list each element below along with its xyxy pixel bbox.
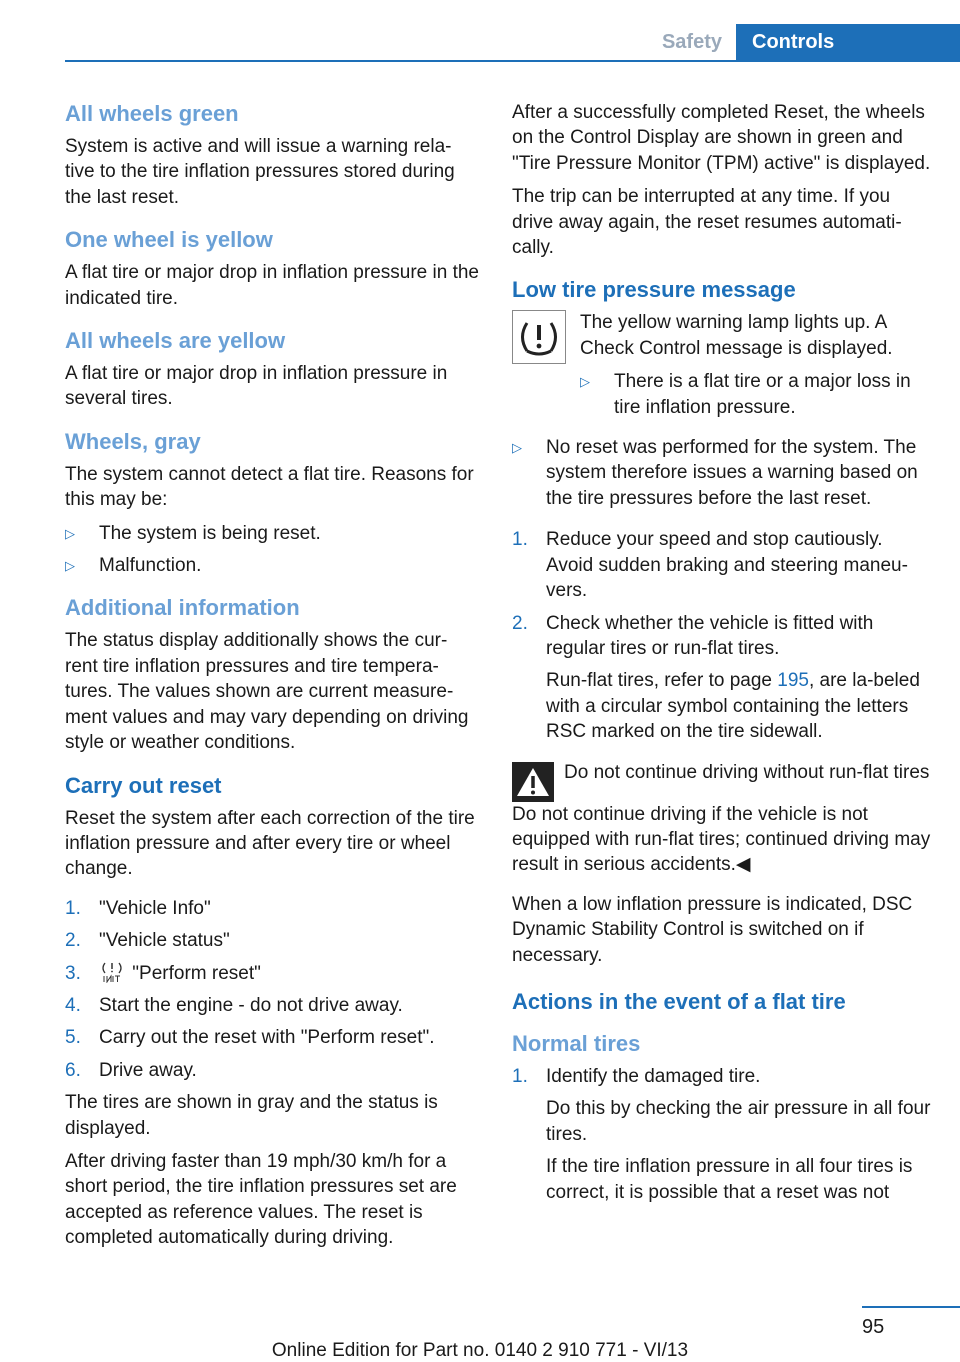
paragraph-reset: Reset the system after each correction of the tire inflation pressure and after every tire or wheel change. [65, 807, 475, 880]
heading-carry-out-reset: Carry out reset [65, 772, 222, 798]
list-item: 5. Carry out the reset with "Perform reset". [65, 1027, 435, 1049]
tab-controls[interactable]: Controls [736, 24, 960, 61]
heading-additional-information: Additional information [65, 595, 300, 621]
list-item: ▷ The system is being reset. [65, 521, 480, 546]
tab-safety[interactable]: Safety [661, 31, 722, 53]
footer-rule [862, 1306, 960, 1308]
triangle-bullet-icon: ▷ [65, 558, 75, 574]
paragraph-dsc: When a low inflation pressure is indicated, DSC Dynamic Stability Control is switched on if necessary. [512, 893, 913, 966]
triangle-bullet-icon: ▷ [65, 525, 75, 541]
footer-edition: Online Edition for Part no. 0140 2 910 771 - VI/13 [271, 1340, 689, 1361]
list-item: 1. "Vehicle Info" [65, 897, 211, 919]
right-column [512, 100, 932, 1219]
paragraph-green: System is active and will issue a warning rela-tive to the tire inflation pressures stored during the last reset. [65, 136, 455, 208]
heading-all-wheels-green: All wheels green [65, 101, 239, 126]
list-item: ▷ No reset was performed for the system. The system therefore issues a warning based on the tire pressures before the last reset. [512, 435, 932, 511]
list-item: 2. "Vehicle status" [65, 930, 230, 952]
page-number: 95 [862, 1316, 885, 1338]
heading-one-wheel-yellow: One wheel is yellow [65, 227, 273, 253]
heading-wheels-gray: Wheels, gray [65, 428, 201, 454]
list-item: ▷ There is a flat tire or a major loss in tire inflation pressure. [580, 369, 932, 420]
paragraph-lamp: The yellow warning lamp lights up. A Check Control message is displayed. [580, 312, 893, 359]
paragraph-gray-status: The tires are shown in gray and the status is displayed. [65, 1092, 438, 1139]
warning-body: Do not continue driving if the vehicle is not equipped with run-flat tires; continued driving may result in serious accidents.◀ [512, 803, 931, 876]
paragraph-trip: The trip can be interrupted at any time. If you drive away again, the reset resumes automati-cally. [512, 186, 902, 259]
warning-title: Do not continue driving without run-flat tires [564, 761, 930, 783]
paragraph-additional: The status display additionally shows the cur-rent tire inflation pressures and tire tempera-tures. The values shown are current measure-ment values and may vary depending on driving style or weather conditions. [65, 630, 469, 754]
paragraph-all-yellow: A flat tire or major drop in inflation pressure in several tires. [65, 363, 448, 410]
paragraph-gray: The system cannot detect a flat tire. Reasons for this may be: [65, 463, 474, 511]
tpm-init-icon [99, 961, 125, 983]
left-column [65, 100, 480, 1259]
warning-triangle-icon [512, 762, 554, 802]
step-perform-reset-text: "Perform reset" [132, 962, 261, 984]
list-item: ▷ Malfunction. [65, 553, 480, 578]
paragraph-after-driving: After driving faster than 19 mph/30 km/h for a short period, the tire inflation pressures set are accepted as reference values. The reset is completed automatically during driving. [65, 1150, 457, 1249]
list-item: 2. Check whether the vehicle is fitted with regular tires or run-flat tires. Run-flat tires, refer to page 195, are la-beled with a circular symbol containing the letters RSC marked on the tire sidewall. [512, 612, 920, 743]
tire-pressure-warning-icon [512, 310, 566, 364]
heading-low-tire-pressure: Low tire pressure message [512, 277, 796, 303]
heading-flat-tire: Actions in the event of a flat tire [512, 988, 846, 1014]
triangle-bullet-icon: ▷ [512, 440, 522, 456]
paragraph-one-yellow: A flat tire or major drop in inflation pressure in the indicated tire. [65, 262, 479, 309]
triangle-bullet-icon: ▷ [580, 374, 590, 390]
list-item: 6. Drive away. [65, 1059, 197, 1081]
heading-all-wheels-yellow: All wheels are yellow [65, 328, 286, 354]
list-item: 4. Start the engine - do not drive away. [65, 994, 403, 1016]
list-item: 1. Reduce your speed and stop cautiously. Avoid sudden braking and steering maneu-vers. [512, 529, 908, 602]
heading-normal-tires: Normal tires [512, 1030, 641, 1056]
list-item: 1. Identify the damaged tire. Do this by checking the air pressure in all four tires. If the tire inflation pressure in all four tires is correct, it is possible that a reset was not [512, 1065, 931, 1203]
paragraph-after-reset: After a successfully completed Reset, the wheels on the Control Display are shown in green and "Tire Pressure Monitor (TPM) active" is displayed. [512, 102, 931, 174]
list-item: 3. "Perform reset" [65, 962, 261, 984]
page-195-link[interactable]: 195 [777, 670, 809, 692]
